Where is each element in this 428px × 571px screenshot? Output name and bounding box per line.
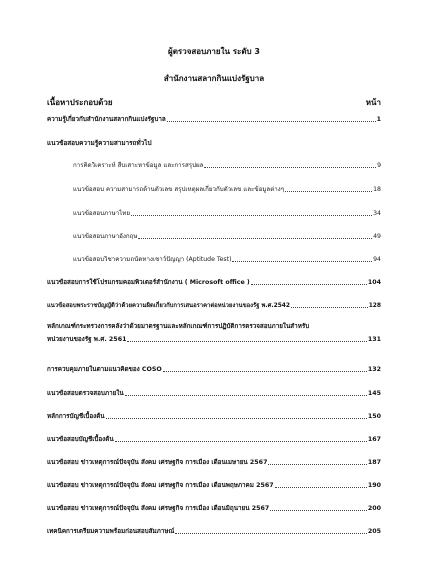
document-title: ผู้ตรวจสอบภายใน ระดับ 3 (168, 47, 260, 56)
toc-entry (47, 436, 381, 444)
toc-entry-text: แนวข้อสอบตรวจสอบภายใน (47, 390, 124, 397)
toc-leader (106, 418, 367, 419)
toc-leader (167, 121, 376, 122)
toc-section-heading: แนวข้อสอบความรู้ความสามารถทั่วไป (47, 139, 152, 147)
toc-entry (47, 320, 381, 346)
toc-entry-text: ความรู้เกี่ยวกับสำนักงานสลากกินแบ่งรัฐบาล (47, 116, 166, 123)
toc-entry-page: 9 (377, 162, 381, 169)
toc-entry-page: 187 (367, 459, 381, 466)
toc-entry (47, 116, 381, 124)
toc-entry (47, 459, 381, 467)
toc-entry (73, 162, 381, 170)
toc-entry (47, 413, 381, 421)
toc-entry-text: การคิดวิเคราะห์ สืบเสาะหาข้อมูล และการสรุปผล (73, 162, 204, 169)
toc-entry-text: การควบคุมภายในตามแนวคิดของ COSO (47, 366, 162, 373)
toc-entry-page: 190 (367, 482, 381, 489)
toc-entry-text: แนวข้อสอบภาษาอังกฤษ (73, 233, 138, 240)
toc-entry-text: หลักการบัญชีเบื้องต้น (47, 413, 105, 420)
toc-entry-page: 128 (368, 303, 381, 309)
toc-entry-page: 200 (367, 505, 381, 512)
toc-entry-page: 34 (373, 210, 381, 217)
toc-leader (285, 191, 372, 192)
document-subtitle: สำนักงานสลากกินแบ่งรัฐบาล (163, 74, 265, 83)
toc-entry-text: แนวข้อสอบ ข่าวเหตุการณ์ปัจจุบัน สังคม เศรษฐกิจ การเมือง เดือนพฤษภาคม 2567 (47, 482, 274, 489)
toc-leader (251, 284, 367, 285)
toc-leader (232, 261, 372, 262)
toc-leader (131, 215, 372, 216)
toc-entry-text: แนวข้อสอบการใช้โปรแกรมคอมพิวเตอร์สำนักงาน ( Microsoft office ) (47, 279, 250, 286)
toc-entry-text: แนวข้อสอบ ความสามารถด้านตัวเลข สรุปเหตุผลเกี่ยวกับตัวเลข และข้อมูลต่างๆ (73, 186, 285, 193)
toc-entry-text: แนวข้อสอบภาษาไทย (73, 210, 130, 217)
toc-leader (163, 371, 367, 372)
toc-leader (275, 487, 367, 488)
toc-entry-text-line2: หน่วยงานของรัฐ พ.ศ. 2561 (47, 336, 127, 343)
toc-entry-page: 104 (367, 279, 381, 286)
toc-entry (47, 505, 381, 513)
toc-entry (47, 366, 381, 374)
toc-entry-page: 18 (373, 186, 381, 193)
toc-leader (268, 464, 366, 465)
toc-leader (291, 307, 368, 308)
toc-entry-page: 167 (367, 436, 381, 443)
toc-leader (127, 341, 366, 342)
toc-leader (138, 238, 372, 239)
toc-entry-text: แนวข้อสอบ ข่าวเหตุการณ์ปัจจุบัน สังคม เศรษฐกิจ การเมือง เดือนมิถุนายน 2567 (47, 505, 270, 512)
toc-entry (47, 302, 381, 310)
toc-entry (47, 279, 381, 287)
toc-entry-text: แนวข้อสอบบัญชีเบื้องต้น (47, 436, 114, 443)
toc-entry (47, 528, 381, 536)
toc-entry (73, 186, 381, 194)
toc-entry (73, 210, 381, 218)
toc-entry-page: 131 (367, 336, 381, 343)
toc-entry-page: 145 (367, 390, 381, 397)
toc-entry-text: เทคนิคการเตรียมความพร้อมก่อนสอบสัมภาษณ์ (47, 528, 175, 535)
toc-entry (73, 256, 381, 264)
toc-entry-page: 94 (373, 256, 381, 263)
toc-entry-page: 205 (367, 528, 381, 535)
toc-header-contents: เนื้อหาประกอบด้วย (47, 98, 113, 107)
toc-entry (47, 482, 381, 490)
toc-entry-page: 132 (367, 366, 381, 373)
toc-entry-page: 1 (376, 116, 381, 123)
toc-entry-text: แนวข้อสอบ ข่าวเหตุการณ์ปัจจุบัน สังคม เศรษฐกิจ การเมือง เดือนเมษายน 2567 (47, 459, 268, 466)
toc-entry-text: แนวข้อสอบวิชาความถนัดทางเชาว์ปัญญา (Aptitude Test) (73, 256, 232, 263)
toc-entry-text: แนวข้อสอบพระราชบัญญัติว่าด้วยความผิดเกี่ยวกับการเสนอราคาต่อหน่วยงานของรัฐ พ.ศ.2542 (47, 303, 290, 309)
toc-leader (125, 395, 367, 396)
toc-leader (115, 441, 367, 442)
toc-entry-page: 49 (373, 233, 381, 240)
toc-header-page: หน้า (365, 98, 381, 107)
toc-leader (175, 533, 367, 534)
toc-leader (204, 167, 376, 168)
toc-header (47, 96, 381, 109)
toc-leader (270, 510, 367, 511)
toc-entry (47, 390, 381, 398)
toc-entry-page: 150 (367, 413, 381, 420)
toc-entry (73, 233, 381, 241)
toc-entry-text-line1: หลักเกณฑ์กระทรวงการคลังว่าด้วยมาตรฐานและหลักเกณฑ์การปฏิบัติการตรวจสอบภายในสำหรับ (47, 323, 310, 330)
